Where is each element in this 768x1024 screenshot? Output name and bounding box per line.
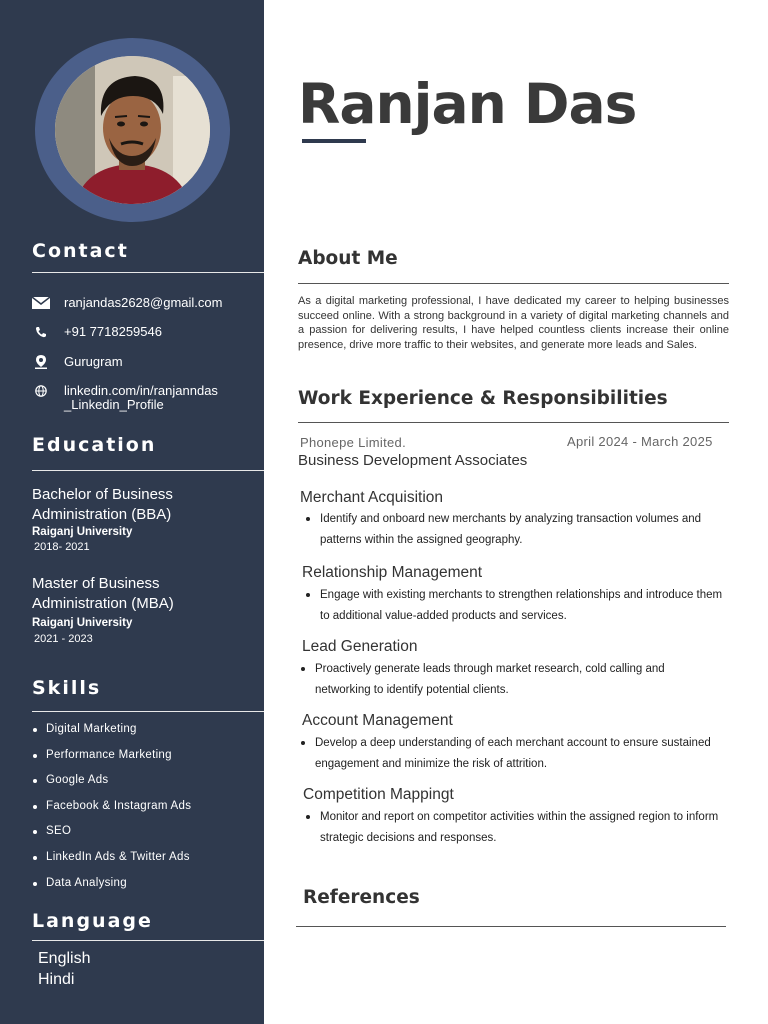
responsibility-title: Account Management <box>302 712 453 729</box>
contact-linkedin[interactable] <box>64 384 218 412</box>
phone-icon <box>32 325 50 339</box>
location-pin-icon <box>32 355 50 369</box>
language-item: English <box>38 950 91 967</box>
contact-divider <box>32 272 264 273</box>
responsibility-title: Lead Generation <box>302 638 418 655</box>
responsibility-detail: Proactively generate leads through market research, cold calling and networking to identify potential clients. <box>298 659 718 700</box>
linkedin-line-2[interactable]: _Linkedin_Profile <box>64 397 164 412</box>
references-divider <box>296 926 726 927</box>
skills-divider <box>32 711 264 712</box>
education-university-2: Raiganj University <box>32 617 133 629</box>
skill-item: Google Ads <box>32 774 191 800</box>
contact-phone[interactable]: +91 7718259546 <box>64 324 162 339</box>
language-heading: Language <box>32 910 153 932</box>
envelope-icon <box>32 296 50 310</box>
work-divider <box>298 422 729 423</box>
profile-photo-illustration <box>55 56 210 204</box>
contact-email-row[interactable] <box>32 296 222 310</box>
contact-email[interactable]: ranjandas2628@gmail.com <box>64 295 223 310</box>
education-years-2: 2021 - 2023 <box>34 633 93 645</box>
work-company: Phonepe Limited. <box>300 435 406 450</box>
name-underline <box>302 139 366 143</box>
contact-linkedin-row[interactable] <box>32 384 218 412</box>
skill-item: Data Analysing <box>32 877 191 903</box>
work-dates: April 2024 - March 2025 <box>567 434 713 449</box>
about-text: As a digital marketing professional, I have dedicated my career to helping businesses succeed online. With a strong background in a variety of digital marketing channels and a passion for delivering results, I have helped countless clients increase their online presence, drive more traffic to their websites, and generate more leads and Sales. <box>298 295 729 351</box>
sidebar <box>0 0 264 1024</box>
work-role: Business Development Associates <box>298 452 528 469</box>
education-degree-2 <box>32 574 252 614</box>
references-heading: References <box>303 887 420 908</box>
linkedin-line-1[interactable]: linkedin.com/in/ranjanndas <box>64 383 218 398</box>
work-heading: Work Experience & Responsibilities <box>298 388 668 409</box>
education-degree-1 <box>32 485 252 525</box>
responsibility-detail: Identify and onboard new merchants by analyzing transaction volumes and patterns within the assigned geography. <box>303 509 723 550</box>
degree-2-line-2: Administration (MBA) <box>32 595 174 612</box>
contact-phone-row[interactable] <box>32 325 162 339</box>
photo-ring <box>35 38 230 222</box>
responsibility-detail: Develop a deep understanding of each merchant account to ensure sustained engagement and minimize the risk of attrition. <box>298 733 734 774</box>
skill-item: Performance Marketing <box>32 749 191 775</box>
responsibility-detail: Engage with existing merchants to strengthen relationships and introduce them to additional value-added products and services. <box>303 585 733 626</box>
degree-2-line-1: Master of Business <box>32 575 160 592</box>
skill-item: LinkedIn Ads & Twitter Ads <box>32 851 191 877</box>
language-item: Hindi <box>38 971 75 988</box>
skills-list <box>32 723 191 902</box>
contact-heading: Contact <box>32 240 129 262</box>
contact-location: Gurugram <box>64 354 123 369</box>
responsibility-title: Competition Mappingt <box>303 786 454 803</box>
skill-item: Digital Marketing <box>32 723 191 749</box>
responsibility-title: Relationship Management <box>302 564 483 581</box>
profile-photo <box>55 56 210 204</box>
education-heading: Education <box>32 434 157 456</box>
responsibility-title: Merchant Acquisition <box>300 489 444 506</box>
candidate-name: Ranjan Das <box>298 72 637 136</box>
skill-item: SEO <box>32 825 191 851</box>
about-divider <box>298 283 729 284</box>
education-university-1: Raiganj University <box>32 526 133 538</box>
education-divider <box>32 470 264 471</box>
education-years-1: 2018- 2021 <box>34 541 90 553</box>
about-heading: About Me <box>298 248 398 269</box>
responsibility-detail: Monitor and report on competitor activities within the assigned region to inform strategic decisions and responses. <box>303 807 723 848</box>
skills-heading: Skills <box>32 677 102 699</box>
skill-item: Facebook & Instagram Ads <box>32 800 191 826</box>
globe-icon <box>32 384 50 398</box>
contact-location-row <box>32 355 123 369</box>
language-divider <box>32 940 264 941</box>
degree-1-line-2: Administration (BBA) <box>32 506 172 523</box>
degree-1-line-1: Bachelor of Business <box>32 486 173 503</box>
